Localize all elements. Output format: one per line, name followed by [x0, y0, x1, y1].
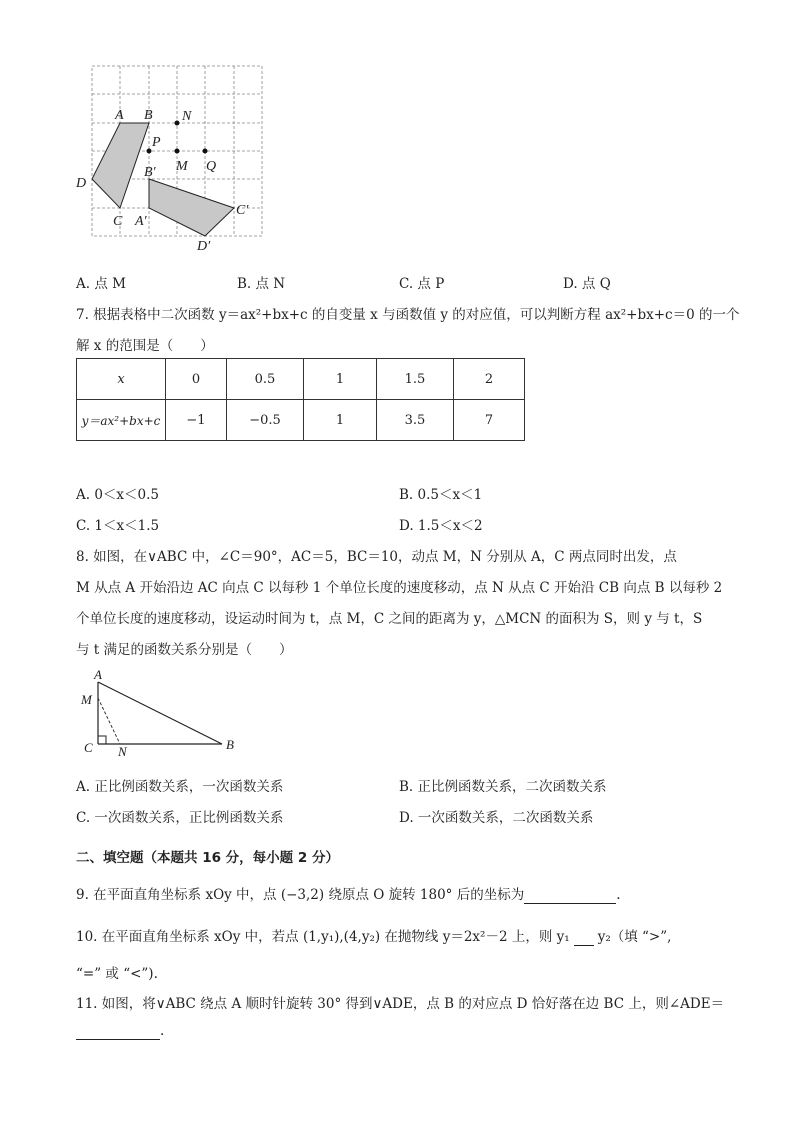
label-a-prime: A′ [135, 214, 147, 229]
label-n: N [118, 744, 127, 756]
table-cell: 3.5 [377, 400, 454, 441]
section-heading: 二、填空题（本题共 16 分，每小题 2 分） [76, 850, 339, 866]
point-m [175, 149, 180, 154]
q8-option-b: B. 正比例函数关系，二次函数关系 [399, 779, 607, 795]
point-q [203, 149, 208, 154]
point-p [147, 149, 152, 154]
label-a: A [94, 668, 102, 682]
q8-triangle-figure [76, 668, 246, 756]
table-cell: 0.5 [227, 359, 304, 400]
label-b: B [144, 108, 153, 123]
q6-option-c: C. 点 P [399, 276, 445, 292]
q10-text-after: y₂（填 “>”, [597, 929, 672, 945]
table-cell: −1 [166, 400, 227, 441]
answer-blank [76, 1023, 160, 1040]
quadrilateral-abcd [92, 123, 149, 208]
table-cell: y＝ax²+bx+c [77, 400, 166, 441]
q8-option-c: C. 一次函数关系，正比例函数关系 [76, 810, 284, 826]
q10-text: 10. 在平面直角坐标系 xOy 中，若点 (1,y₁),(4,y₂) 在抛物线 y＝2x²－2 上，则 y₁ [76, 929, 570, 945]
label-q: Q [206, 159, 217, 174]
q6-option-b: B. 点 N [237, 276, 286, 292]
q6-option-a: A. 点 M [76, 276, 126, 292]
table-cell: 1 [304, 359, 377, 400]
q11-line-2 [76, 1023, 164, 1040]
label-d-prime: D′ [197, 239, 211, 254]
q8-line-2: M 从点 A 开始沿边 AC 向点 C 以每秒 1 个单位长度的速度移动，点 N 从点 C 开始沿 CB 向点 B 以每秒 2 [76, 580, 723, 596]
table-row [77, 400, 525, 441]
q8-line-1: 8. 如图，在∨ABC 中，∠C＝90°，AC＝5，BC＝10，动点 M，N 分别从 A，C 两点同时出发，点 [76, 549, 677, 565]
q7-line-1: 7. 根据表格中二次函数 y＝ax²+bx+c 的自变量 x 与函数值 y 的对应值，可以判断方程 ax²+bx+c＝0 的一个 [76, 307, 740, 323]
quadrilateral-a2b2c2d2 [149, 179, 234, 236]
label-c-prime: C′ [236, 203, 249, 218]
label-a: A [115, 108, 124, 123]
point-n [175, 121, 180, 126]
q7-option-b: B. 0.5＜x＜1 [399, 487, 483, 503]
q9-text: 9. 在平面直角坐标系 xOy 中，点 (−3,2) 绕原点 O 旋转 180° 后的坐标为 [76, 887, 525, 903]
q7-option-a: A. 0＜x＜0.5 [76, 487, 160, 503]
table-cell: 7 [454, 400, 525, 441]
q9-end: . [616, 887, 621, 903]
label-m: M [81, 692, 92, 707]
q10-line-2: “=” 或 “<”). [76, 966, 158, 982]
table-row [77, 359, 525, 400]
table-cell: 1 [304, 400, 377, 441]
table-cell: 1.5 [377, 359, 454, 400]
q10 [76, 925, 671, 946]
label-b-prime: B′ [144, 165, 156, 180]
q6-option-d: D. 点 Q [563, 276, 611, 292]
label-c: C [113, 214, 123, 229]
label-m: M [176, 159, 188, 174]
q8-line-4: 与 t 满足的函数关系分别是（ ） [76, 642, 293, 658]
table-cell: 0 [166, 359, 227, 400]
q11-line-1: 11. 如图，将∨ABC 绕点 A 顺时针旋转 30° 得到∨ADE，点 B 的对应点 D 恰好落在边 BC 上，则∠ADE＝ [76, 996, 725, 1012]
q7-line-2: 解 x 的范围是（ ） [76, 338, 214, 354]
q7-option-c: C. 1＜x＜1.5 [76, 518, 160, 534]
answer-blank [574, 929, 594, 946]
label-c: C [84, 740, 93, 755]
q11-end: . [160, 1023, 165, 1039]
q7-value-table [76, 358, 525, 441]
q7-option-d: D. 1.5＜x＜2 [399, 518, 483, 534]
label-b: B [226, 737, 234, 752]
q8-line-3: 个单位长度的速度移动，设运动时间为 t，点 M，C 之间的距离为 y，△MCN 的面积为 S，则 y 与 t，S [76, 611, 703, 627]
label-p: P [152, 135, 161, 150]
answer-blank [524, 887, 616, 904]
label-d: D [76, 176, 87, 191]
q9 [76, 883, 621, 904]
table-cell: −0.5 [227, 400, 304, 441]
q8-option-d: D. 一次函数关系，二次函数关系 [399, 810, 594, 826]
table-cell: x [77, 359, 166, 400]
q8-option-a: A. 正比例函数关系，一次函数关系 [76, 779, 284, 795]
q6-figure [70, 60, 280, 255]
table-cell: 2 [454, 359, 525, 400]
label-n: N [182, 109, 192, 124]
